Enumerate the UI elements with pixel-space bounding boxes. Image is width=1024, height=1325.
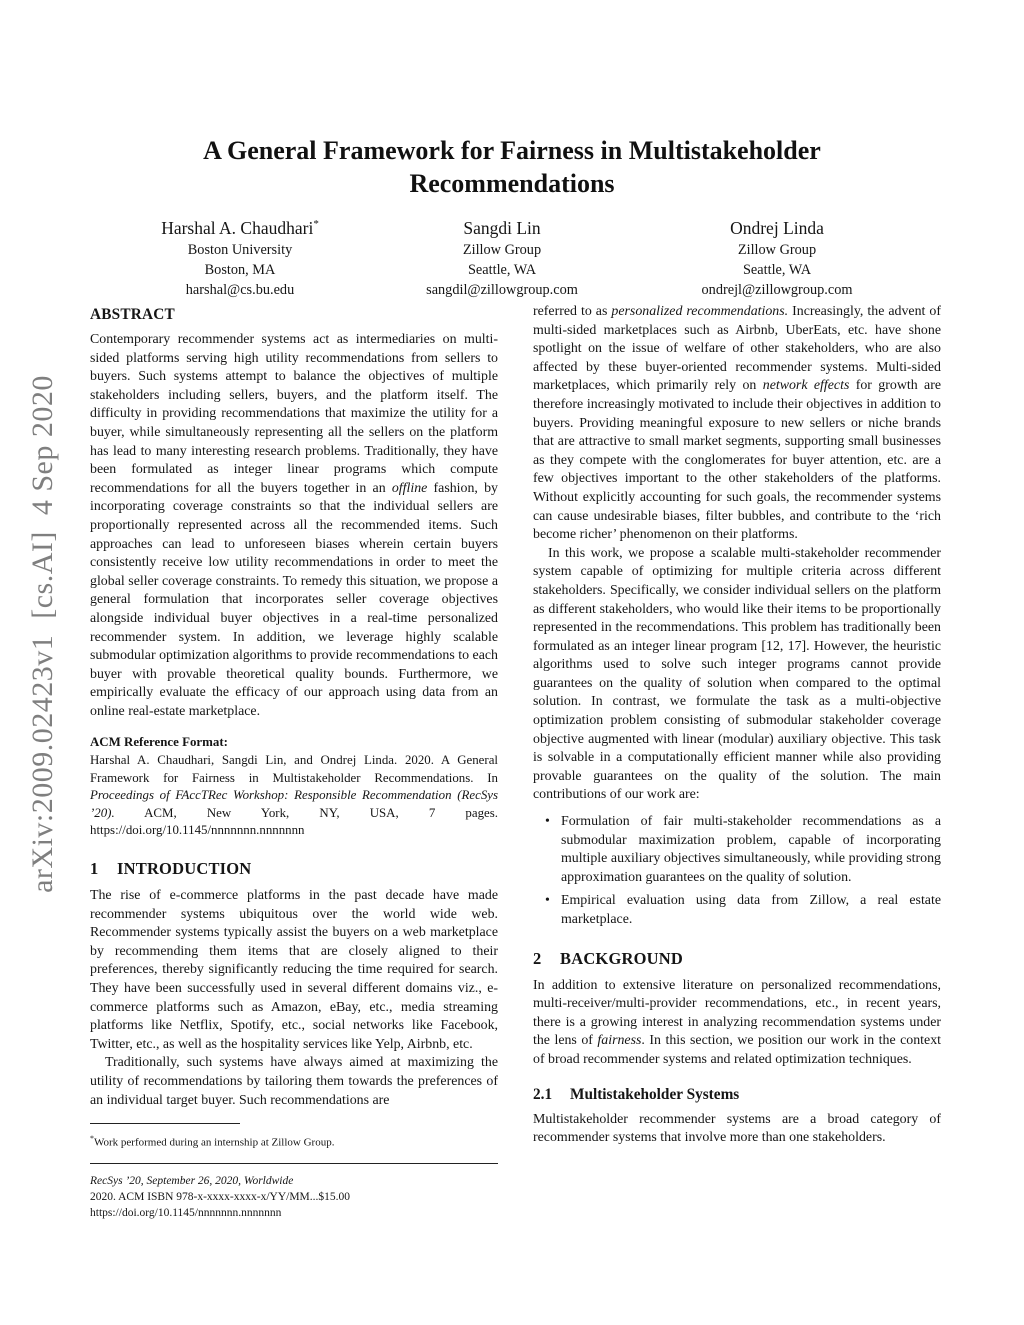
author-name: Sangdi Lin (463, 217, 541, 238)
text-run: Increasingly, the advent of multi-sided marketplaces such as Airbnb, UberEats, etc. have shone spotlight on the issue of welfare of other stakeholders, who are also affected by these buyer-oriented recommender systems. Multi-sided marketplaces, which primarily rely on (533, 304, 941, 394)
author-block-chaudhari (90, 213, 390, 300)
contribution-list (533, 813, 941, 930)
author-email: sangdil@zillowgroup.com (426, 281, 578, 298)
text-run-italic: network effects (762, 378, 850, 394)
list-item (545, 813, 941, 887)
author-affiliation: Zillow Group (462, 241, 542, 258)
isbn-line: 2020. ACM ISBN 978-x-xxxx-xxxx-x/YY/MM...$15.00 (90, 1191, 351, 1204)
text-run-italic: Proceedings of FAccTRec Workshop: Responsible Recommendation (RecSys ’20). (90, 788, 498, 820)
text-run-italic: fairness (597, 1033, 642, 1049)
body-paragraph-continuation (533, 303, 941, 545)
text-run: ACM, New York, NY, USA, 7 pages. https://doi.org/10.1145/nnnnnnn.nnnnnnn (90, 805, 498, 838)
author-name: Ondrej Linda (730, 217, 824, 238)
section-number: 1 (90, 859, 99, 879)
text-run: Harshal A. Chaudhari, Sangdi Lin, and Ondrej Linda. 2020. A General Framework for Fairness in Multistakeholder Recommendations. In (90, 753, 498, 785)
text-run: referred to as (533, 304, 612, 319)
abstract-paragraph (90, 331, 498, 721)
bullet-icon: • (545, 814, 550, 830)
multistakeholder-paragraph: Multistakeholder recommender systems are a broad category of recommender systems that involve more than one stakeholders. (533, 1111, 941, 1146)
author-location: Seattle, WA (467, 261, 537, 278)
section-number: 2 (533, 948, 542, 968)
arxiv-watermark-text: arXiv:2009.02423v1 [cs.AI] 4 Sep 2020 (26, 375, 59, 893)
acm-reference-heading: ACM Reference Format: (90, 735, 228, 750)
section-heading-background (533, 949, 941, 969)
bullet-icon: • (545, 893, 550, 909)
list-item (545, 892, 941, 929)
subsection-heading-multistakeholder (533, 1086, 941, 1104)
author-location: Boston, MA (204, 261, 276, 278)
author-email: ondrejl@zillowgroup.com (701, 281, 853, 298)
paper-title (0, 134, 1024, 200)
author-block-lin (352, 213, 652, 300)
introduction-paragraph-2: Traditionally, such systems have always aimed at maximizing the utility of recommendations by tailoring them towards the preferences of an individual target buyer. Such recommendations are (90, 1055, 498, 1108)
text-run-italic: offline (391, 480, 428, 496)
section-title: INTRODUCTION (117, 859, 252, 879)
paper-title-line1: A General Framework for Fairness in Multistakeholder (203, 136, 821, 165)
doi-line: https://doi.org/10.1145/nnnnnnn.nnnnnnn (90, 1207, 282, 1220)
author-affiliation: Zillow Group (737, 241, 817, 258)
text-run: Contemporary recommender systems act as intermediaries on multi-sided platforms serving high utility recommendations from sellers to buyers. Such systems attempt to balance the objectives of multiple stakeholders including sellers, buyers, and the platform itself. The difficulty in providing recommendations that maximize the utility for a buyer, while simultaneously representing all the sellers on the platform has lead to many interesting research problems. Traditionally, they have been formulated as integer linear programs which compute recommendations for all the buyers together in an (90, 332, 498, 496)
section-title: BACKGROUND (560, 948, 684, 968)
text-run: fashion, by incorporating coverage constraints so that the individual sellers are proportionally represented across all the recommended items. Such approaches can lead to unforeseen biases wherein certain buyers consistently receive low utility recommendations in order to meet the global seller coverage constraints. To remedy this situation, we propose a general formulation that incorporates seller coverage objectives alongside individual buyer objectives in a real-time personalized recommender system. In addition, we leverage highly scalable submodular optimization algorithms to provide recommendations to each buyer with provable theoretical quality bounds. Furthermore, we empirically evaluate the efficacy of our approach using data from an online real-estate marketplace. (90, 480, 498, 719)
body-paragraph-contributions: In this work, we propose a scalable multi-stakeholder recommender system capable of optimizing for multiple criteria across different stakeholders. Specifically, we consider individual sellers on the platform as different stakeholders, who would like their items to be proportionally represented in the recommendations. This problem has traditionally been formulated as an integer linear program [12, 17]. However, the heuristic algorithms used to solve such integer programs cannot provide guarantees on the quality of solution when compared to the optimal solution. In contrast, we formulate the task as a multi-objective optimization problem consisting of submodular stakeholder coverage objective augmented with linear (modular) auxiliary objective. This task is solvable in a computationally efficient manner while also providing provable guarantees on the quality of the solution. The main contributions of our work are: (533, 545, 941, 803)
arxiv-watermark (0, 375, 94, 925)
footnote (90, 1131, 498, 1151)
footnote-marker-superscript: * (313, 218, 319, 230)
author-name: Harshal A. Chaudhari* (161, 217, 319, 238)
paper-title-line2: Recommendations (409, 169, 615, 198)
text-run: for growth are therefore increasingly motivated to include their objectives in addition to buyers. Providing meaningful exposure to new sellers or niche brands that are attractive to small market segments, supporting small businesses as they compete with the conglomerates for buyer attention, etc. are a few objectives important to the other stakeholders of the platforms. Without explicitly accounting for such goals, the recommender systems can cause undesirable biases, filter bubbles, and contribute to the ‘rich become richer’ phenomenon on their platforms. (533, 378, 941, 543)
footnote-divider (90, 1123, 240, 1124)
bullet-text: Formulation of fair multi-stakeholder recommendations as a submodular maximization problem, capable of incorporating multiple auxiliary objectives simultaneously, while providing strong approximation guarantees on the quality of solution. (561, 814, 941, 885)
subsection-title: Multistakeholder Systems (570, 1085, 740, 1103)
footer-divider (90, 1163, 498, 1164)
background-paragraph (533, 977, 941, 1070)
author-affiliation: Boston University (187, 241, 293, 258)
footnote-marker: * (90, 1134, 94, 1144)
author-location: Seattle, WA (742, 261, 812, 278)
conference-info-line: RecSys ’20, September 26, 2020, Worldwide (90, 1174, 294, 1187)
footnote-text: Work performed during an internship at Zillow Group. (94, 1136, 335, 1149)
author-block-linda (627, 213, 927, 300)
left-column (90, 303, 498, 1221)
section-heading-introduction (90, 859, 498, 879)
acm-reference-text (90, 752, 498, 840)
author-email: harshal@cs.bu.edu (185, 281, 295, 298)
bullet-text: Empirical evaluation using data from Zillow, a real estate marketplace. (561, 893, 941, 927)
text-run-italic: personalized recommendations. (611, 304, 789, 319)
text-run: . In this section, we position our work in the context of broad recommender systems and related optimization techniques. (533, 1033, 942, 1067)
text-run: In addition to extensive literature on personalized recommendations, multi-receiver/multi-provider recommendations, etc., in recent years, there is a growing interest in analyzing recommendation systems under the lens of (533, 977, 941, 1049)
introduction-paragraph-1: The rise of e-commerce platforms in the past decade have made recommender systems ubiquitous over the world wide web. Recommender systems typically assist the buyers on a web marketplace by recommending them items that are closely aligned to their preferences, thereby significantly reducing the time required for search. They have been successfully used in several different domains viz., e-commerce platforms such as Amazon, eBay, etc., media streaming platforms like Netflix, Spotify, etc., social networks like Facebook, Twitter, etc., as well as the hospitality services like Yelp, Airbnb, etc. (90, 888, 498, 1052)
right-column (533, 303, 941, 1148)
abstract-heading: ABSTRACT (90, 306, 175, 323)
subsection-number: 2.1 (533, 1085, 553, 1103)
